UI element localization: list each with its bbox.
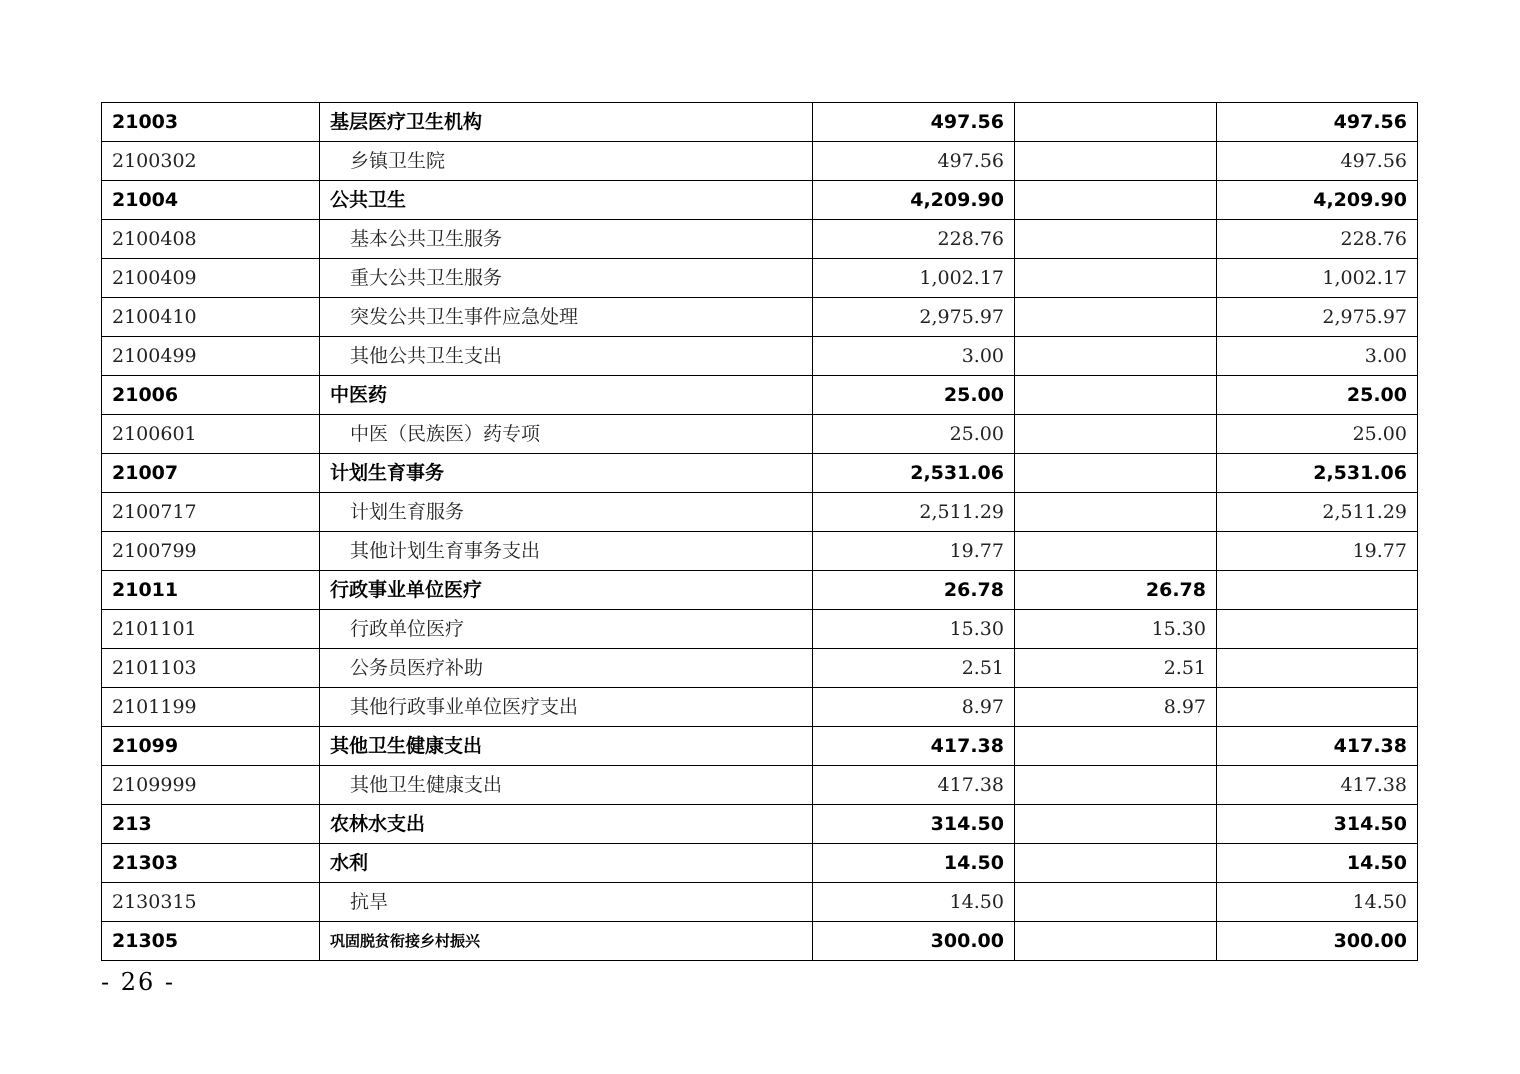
- name-cell: 基本公共卫生服务: [320, 220, 813, 259]
- code-cell: 21007: [102, 454, 320, 493]
- basic-expense-cell: [1015, 493, 1217, 532]
- name-cell: 计划生育事务: [320, 454, 813, 493]
- table-row: [102, 805, 1418, 844]
- table-row: [102, 688, 1418, 727]
- name-cell: 其他公共卫生支出: [320, 337, 813, 376]
- table-row: [102, 922, 1418, 961]
- code-cell: 213: [102, 805, 320, 844]
- name-cell: 公共卫生: [320, 181, 813, 220]
- total-cell: 314.50: [813, 805, 1015, 844]
- total-cell: 25.00: [813, 376, 1015, 415]
- code-cell: 21003: [102, 103, 320, 142]
- total-cell: 4,209.90: [813, 181, 1015, 220]
- table-row: [102, 610, 1418, 649]
- name-cell: 行政事业单位医疗: [320, 571, 813, 610]
- code-cell: 21004: [102, 181, 320, 220]
- basic-expense-cell: 26.78: [1015, 571, 1217, 610]
- basic-expense-cell: [1015, 103, 1217, 142]
- project-expense-cell: 14.50: [1217, 883, 1418, 922]
- basic-expense-cell: [1015, 220, 1217, 259]
- name-cell: 重大公共卫生服务: [320, 259, 813, 298]
- table-row: [102, 727, 1418, 766]
- basic-expense-cell: [1015, 844, 1217, 883]
- total-cell: 2,531.06: [813, 454, 1015, 493]
- project-expense-cell: [1217, 610, 1418, 649]
- basic-expense-cell: 2.51: [1015, 649, 1217, 688]
- project-expense-cell: 314.50: [1217, 805, 1418, 844]
- project-expense-cell: 19.77: [1217, 532, 1418, 571]
- code-cell: 2100499: [102, 337, 320, 376]
- table-row: [102, 259, 1418, 298]
- code-cell: 21011: [102, 571, 320, 610]
- total-cell: 14.50: [813, 883, 1015, 922]
- basic-expense-cell: [1015, 532, 1217, 571]
- basic-expense-cell: [1015, 337, 1217, 376]
- name-cell: 计划生育服务: [320, 493, 813, 532]
- table-row: [102, 415, 1418, 454]
- code-cell: 2101199: [102, 688, 320, 727]
- total-cell: 14.50: [813, 844, 1015, 883]
- total-cell: 497.56: [813, 103, 1015, 142]
- basic-expense-cell: [1015, 727, 1217, 766]
- name-cell: 其他计划生育事务支出: [320, 532, 813, 571]
- code-cell: 2100601: [102, 415, 320, 454]
- total-cell: 1,002.17: [813, 259, 1015, 298]
- table-row: [102, 181, 1418, 220]
- total-cell: 417.38: [813, 766, 1015, 805]
- budget-table: [101, 102, 1418, 961]
- code-cell: 2100410: [102, 298, 320, 337]
- name-cell: 其他行政事业单位医疗支出: [320, 688, 813, 727]
- table-row: [102, 454, 1418, 493]
- basic-expense-cell: [1015, 454, 1217, 493]
- total-cell: 417.38: [813, 727, 1015, 766]
- name-cell: 抗旱: [320, 883, 813, 922]
- total-cell: 3.00: [813, 337, 1015, 376]
- code-cell: 2100409: [102, 259, 320, 298]
- name-cell: 行政单位医疗: [320, 610, 813, 649]
- name-cell: 巩固脱贫衔接乡村振兴: [320, 922, 813, 961]
- name-cell: 其他卫生健康支出: [320, 727, 813, 766]
- total-cell: 15.30: [813, 610, 1015, 649]
- name-cell: 基层医疗卫生机构: [320, 103, 813, 142]
- name-cell: 突发公共卫生事件应急处理: [320, 298, 813, 337]
- basic-expense-cell: [1015, 922, 1217, 961]
- total-cell: 26.78: [813, 571, 1015, 610]
- code-cell: 2100799: [102, 532, 320, 571]
- page-number: - 26 -: [101, 968, 176, 996]
- table-row: [102, 571, 1418, 610]
- name-cell: 中医药: [320, 376, 813, 415]
- code-cell: 21303: [102, 844, 320, 883]
- table-row: [102, 532, 1418, 571]
- basic-expense-cell: 15.30: [1015, 610, 1217, 649]
- total-cell: 19.77: [813, 532, 1015, 571]
- code-cell: 21006: [102, 376, 320, 415]
- basic-expense-cell: [1015, 181, 1217, 220]
- name-cell: 中医（民族医）药专项: [320, 415, 813, 454]
- table-row: [102, 298, 1418, 337]
- total-cell: 25.00: [813, 415, 1015, 454]
- total-cell: 2,975.97: [813, 298, 1015, 337]
- code-cell: 2100717: [102, 493, 320, 532]
- basic-expense-cell: [1015, 805, 1217, 844]
- project-expense-cell: 25.00: [1217, 415, 1418, 454]
- project-expense-cell: 14.50: [1217, 844, 1418, 883]
- name-cell: 乡镇卫生院: [320, 142, 813, 181]
- project-expense-cell: 497.56: [1217, 142, 1418, 181]
- total-cell: 2.51: [813, 649, 1015, 688]
- name-cell: 其他卫生健康支出: [320, 766, 813, 805]
- basic-expense-cell: [1015, 883, 1217, 922]
- basic-expense-cell: [1015, 142, 1217, 181]
- table-row: [102, 103, 1418, 142]
- basic-expense-cell: [1015, 766, 1217, 805]
- table-row: [102, 220, 1418, 259]
- code-cell: 21305: [102, 922, 320, 961]
- basic-expense-cell: [1015, 415, 1217, 454]
- project-expense-cell: [1217, 649, 1418, 688]
- project-expense-cell: 4,209.90: [1217, 181, 1418, 220]
- code-cell: 2101101: [102, 610, 320, 649]
- basic-expense-cell: [1015, 298, 1217, 337]
- basic-expense-cell: [1015, 376, 1217, 415]
- project-expense-cell: 2,511.29: [1217, 493, 1418, 532]
- table-row: [102, 142, 1418, 181]
- code-cell: 2109999: [102, 766, 320, 805]
- table-row: [102, 376, 1418, 415]
- total-cell: 8.97: [813, 688, 1015, 727]
- name-cell: 公务员医疗补助: [320, 649, 813, 688]
- table-row: [102, 766, 1418, 805]
- total-cell: 300.00: [813, 922, 1015, 961]
- project-expense-cell: 417.38: [1217, 727, 1418, 766]
- project-expense-cell: 1,002.17: [1217, 259, 1418, 298]
- table-row: [102, 844, 1418, 883]
- project-expense-cell: [1217, 688, 1418, 727]
- code-cell: 2130315: [102, 883, 320, 922]
- project-expense-cell: 25.00: [1217, 376, 1418, 415]
- table-row: [102, 337, 1418, 376]
- code-cell: 2100408: [102, 220, 320, 259]
- code-cell: 2100302: [102, 142, 320, 181]
- table-row: [102, 883, 1418, 922]
- code-cell: 2101103: [102, 649, 320, 688]
- project-expense-cell: 2,975.97: [1217, 298, 1418, 337]
- project-expense-cell: 497.56: [1217, 103, 1418, 142]
- project-expense-cell: 300.00: [1217, 922, 1418, 961]
- total-cell: 228.76: [813, 220, 1015, 259]
- basic-expense-cell: [1015, 259, 1217, 298]
- project-expense-cell: 2,531.06: [1217, 454, 1418, 493]
- project-expense-cell: [1217, 571, 1418, 610]
- code-cell: 21099: [102, 727, 320, 766]
- name-cell: 农林水支出: [320, 805, 813, 844]
- table-row: [102, 493, 1418, 532]
- table-row: [102, 649, 1418, 688]
- project-expense-cell: 228.76: [1217, 220, 1418, 259]
- basic-expense-cell: 8.97: [1015, 688, 1217, 727]
- name-cell: 水利: [320, 844, 813, 883]
- project-expense-cell: 3.00: [1217, 337, 1418, 376]
- total-cell: 2,511.29: [813, 493, 1015, 532]
- total-cell: 497.56: [813, 142, 1015, 181]
- table-body: [102, 103, 1418, 961]
- project-expense-cell: 417.38: [1217, 766, 1418, 805]
